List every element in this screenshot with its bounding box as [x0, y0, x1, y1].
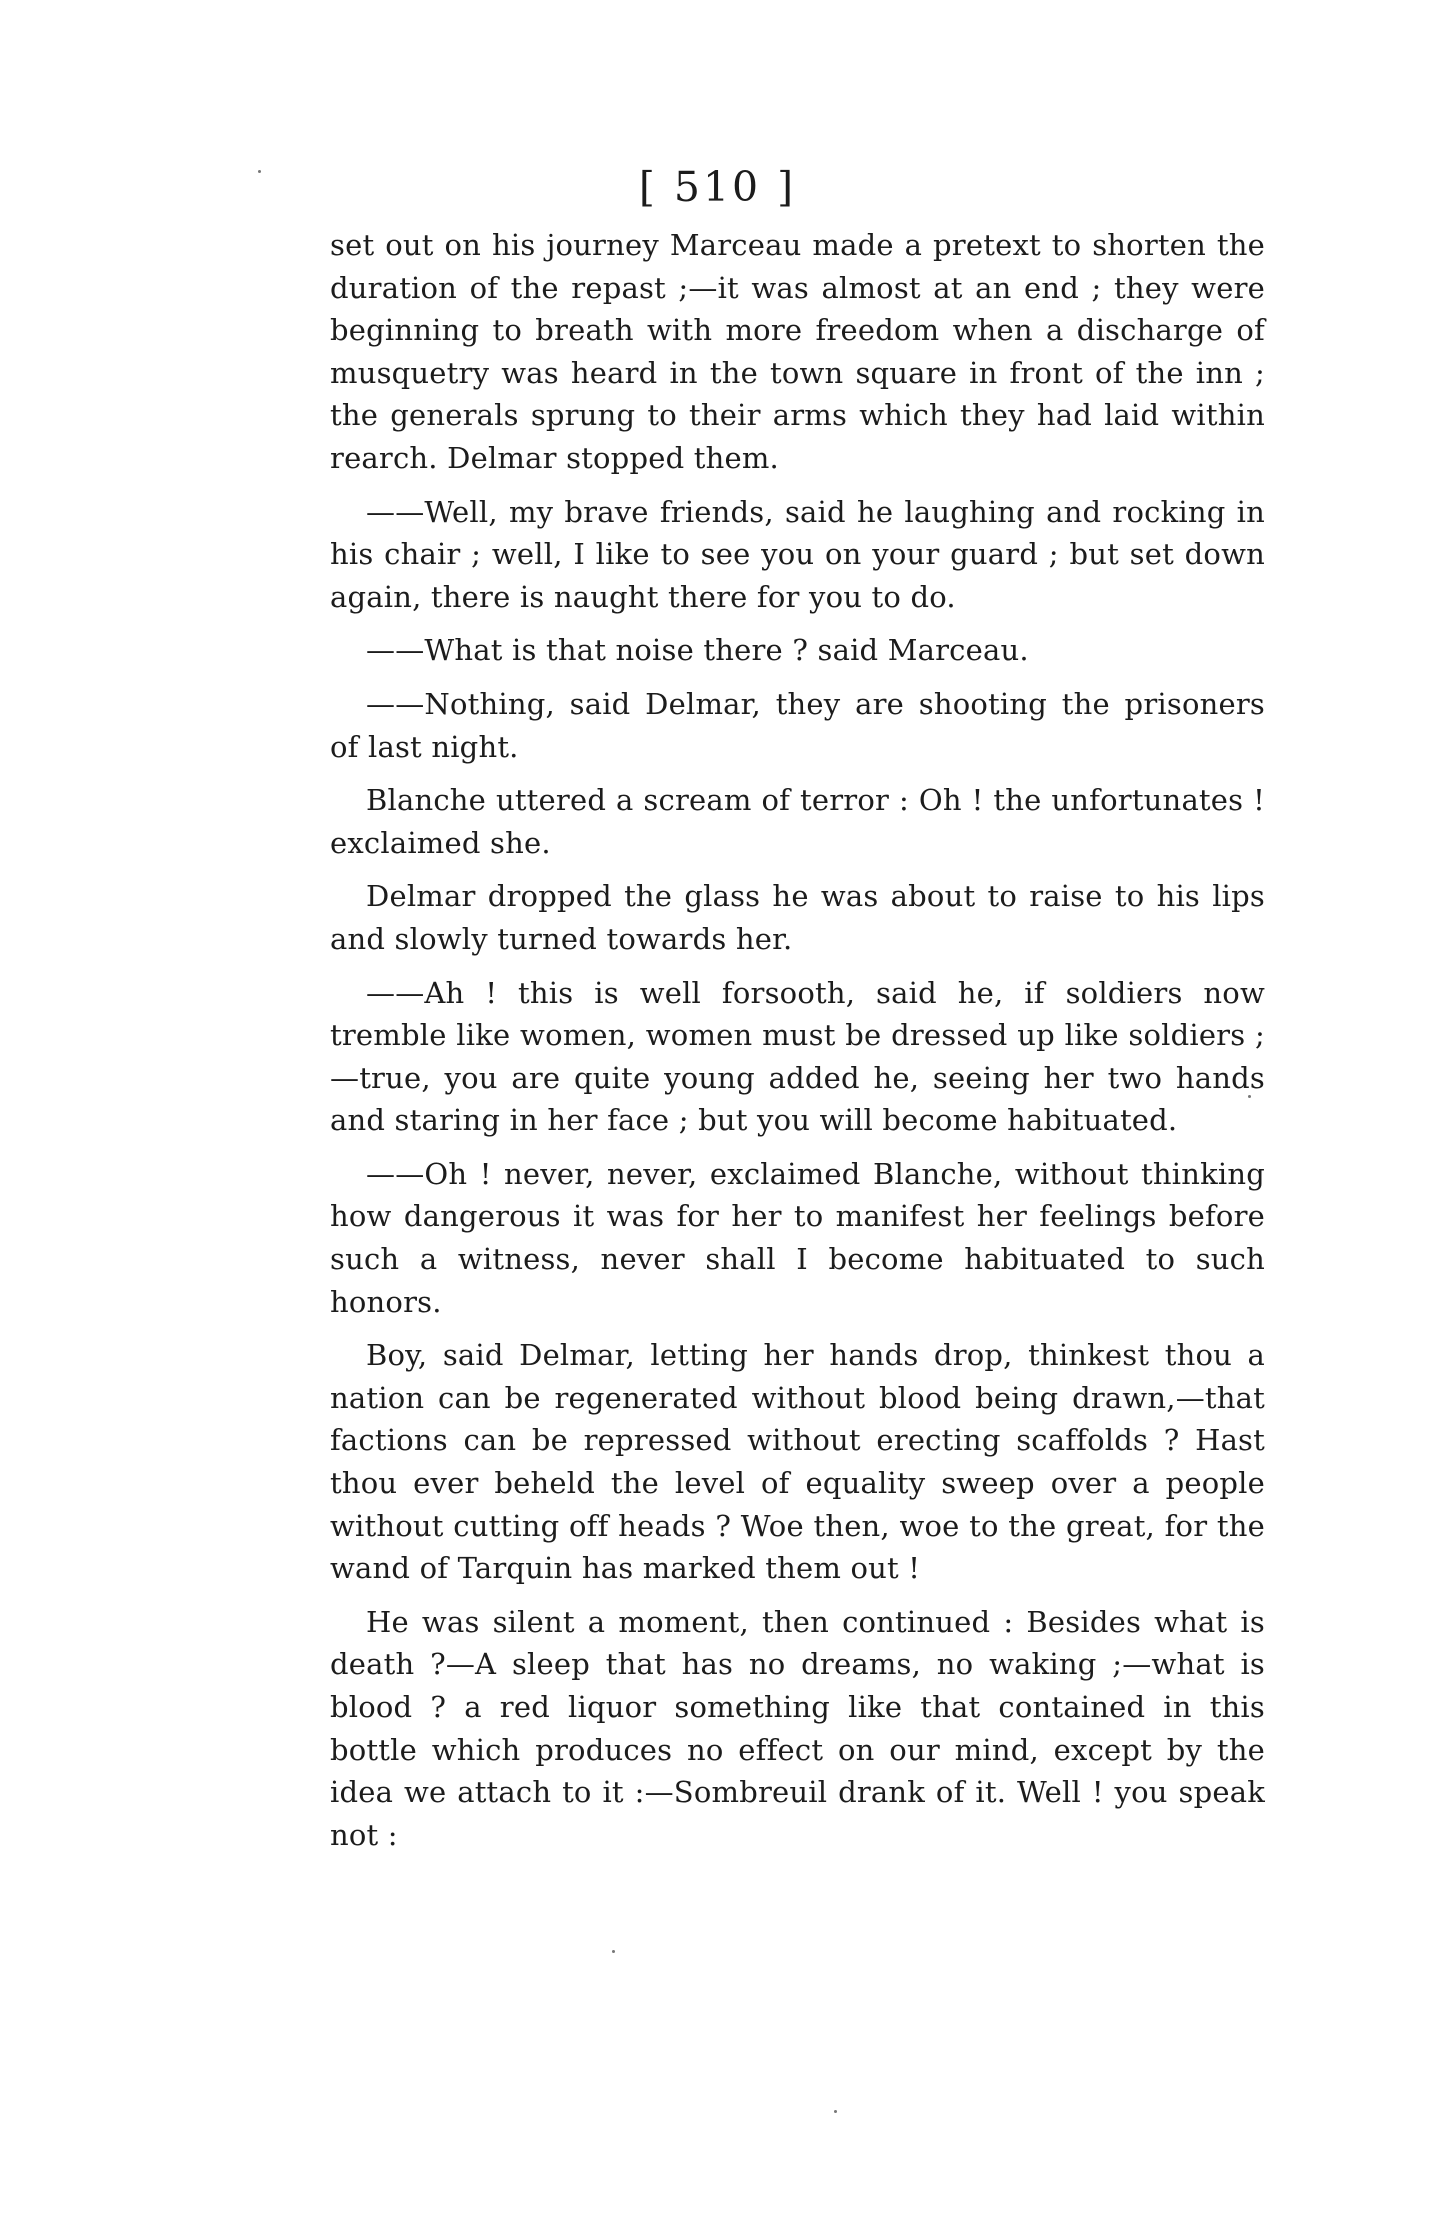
paragraph-continuation: set out on his journey Marceau made a pretext to shorten the duration of the repast ;—it was almost at an end ; they were beginning to breath with more freedom when a discharge of musquetry was heard in the town square in front of the inn ; the generals sprung to their arms which they had laid within rearch. Delmar stopped them. [330, 228, 1265, 475]
paragraph-delmar-death: He was silent a moment, then continued : Besides what is death ?—A sleep that has no dreams, no waking ;—what is blood ? a red liquor something like that contained in this bottle which produces no effect on our mind, except by the idea we attach to it :—Sombreuil drank of it. Well ! you speak not : [330, 1604, 1265, 1852]
paper-speck [1248, 1095, 1251, 1098]
paper-speck [612, 1950, 615, 1953]
body-text [330, 224, 1265, 1867]
paragraph-delmar-soldiers: ——Ah ! this is well forsooth, said he, if soldiers now tremble like women, women must be dressed up like soldiers ;—true, you are quite young added he, seeing her two hands and staring in her face ; but you will become habituated. [330, 975, 1265, 1138]
paragraph-blanche-scream: Blanche uttered a scream of terror : Oh ! the unfortunates ! exclaimed she. [330, 783, 1265, 860]
paragraph-marceau-question: ——What is that noise there ? said Marceau. [366, 633, 1029, 668]
paragraph-delmar-greeting: ——Well, my brave friends, said he laughing and rocking in his chair ; well, I like to see you on your guard ; but set down again, there is naught there for you to do. [330, 494, 1265, 614]
paper-speck [258, 170, 261, 173]
paragraph-delmar-answer: ——Nothing, said Delmar, they are shooting the prisoners of last night. [330, 686, 1265, 764]
paragraph-delmar-nation: Boy, said Delmar, letting her hands drop, thinkest thou a nation can be regenerated without blood being drawn,—that factions can be repressed without erecting scaffolds ? Hast thou ever beheld the level of equality sweep over a people without cutting off heads ? Woe then, woe to the great, for the wand of Tarquin has marked them out ! [330, 1338, 1265, 1586]
paragraph-delmar-glass: Delmar dropped the glass he was about to raise to his lips and slowly turned towards her. [330, 879, 1265, 956]
page-number: [ 510 ] [638, 163, 797, 211]
paragraph-blanche-never: ——Oh ! never, never, exclaimed Blanche, without thinking how dangerous it was for her to manifest her feelings before such a witness, never shall I become habituated to such honors. [330, 1156, 1265, 1319]
paper-speck [834, 2110, 837, 2113]
